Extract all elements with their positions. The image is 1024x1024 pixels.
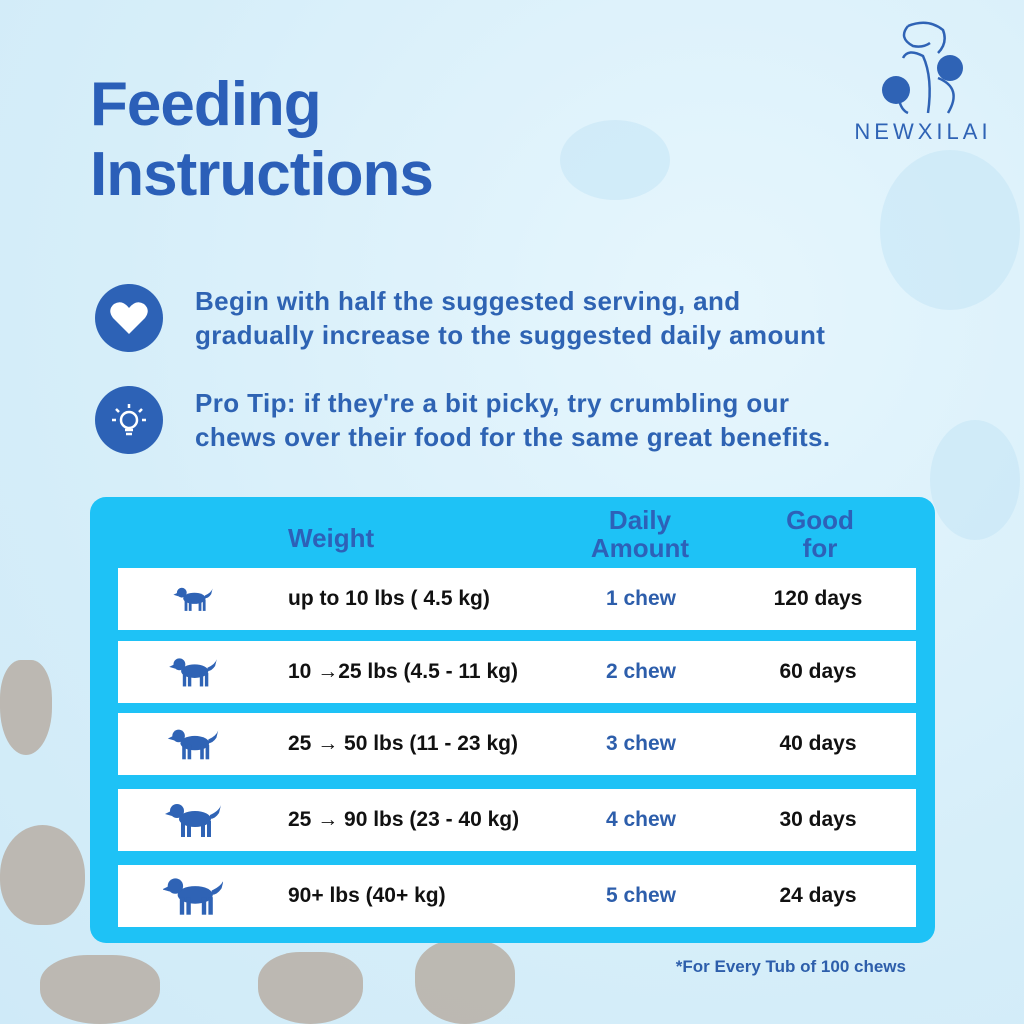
tip-text: chews over their food for the same great benefits. xyxy=(195,422,831,452)
heart-icon xyxy=(95,284,163,352)
feeding-table xyxy=(90,497,935,943)
chihuahua-icon xyxy=(163,647,223,697)
title-line: Instructions xyxy=(90,140,433,209)
tip-item xyxy=(95,386,965,454)
header-line: for xyxy=(802,533,838,563)
weight-cell: 25 → 50 lbs (11 - 23 kg) xyxy=(288,732,518,755)
chew-treat-image xyxy=(0,660,52,755)
dog-cat-logo-icon xyxy=(868,18,978,118)
weight-cell: 10 →25 lbs (4.5 - 11 kg) xyxy=(288,660,518,683)
page-title xyxy=(90,70,433,210)
chew-treat-image xyxy=(258,952,363,1024)
large-dog-icon xyxy=(163,795,223,845)
giant-dog-icon xyxy=(163,871,223,921)
header-daily-amount xyxy=(570,506,710,562)
amount-cell: 1 chew xyxy=(605,587,677,610)
header-good-for xyxy=(745,506,895,562)
header-line: Amount xyxy=(590,533,690,563)
good-for-cell: 60 days xyxy=(779,660,857,683)
amount-cell: 3 chew xyxy=(605,732,677,755)
good-for-cell: 24 days xyxy=(779,884,857,907)
header-weight: Weight xyxy=(288,523,375,553)
header-line: Daily xyxy=(608,505,672,535)
good-for-cell: 120 days xyxy=(773,587,863,610)
amount-cell: 2 chew xyxy=(605,660,677,683)
weight-cell: 25 → 90 lbs (23 - 40 kg) xyxy=(288,808,520,831)
background-paw xyxy=(560,120,670,200)
title-line: Feeding xyxy=(90,70,321,139)
lightbulb-icon xyxy=(95,386,163,454)
brand-logo xyxy=(838,18,1008,145)
tip-text: Begin with half the suggested serving, and xyxy=(195,286,741,316)
table-row xyxy=(118,641,916,703)
chew-treat-image xyxy=(0,825,85,925)
tip-text: gradually increase to the suggested daily amount xyxy=(195,320,826,350)
small-dog-icon xyxy=(163,574,223,624)
weight-cell: up to 10 lbs ( 4.5 kg) xyxy=(288,587,490,610)
header-line: Good xyxy=(786,505,854,535)
amount-cell: 5 chew xyxy=(605,884,677,907)
amount-cell: 4 chew xyxy=(605,808,677,831)
chew-treat-image xyxy=(40,955,160,1024)
logo-text: NEWXILAI xyxy=(854,119,992,144)
medium-dog-icon xyxy=(163,719,223,769)
table-row xyxy=(118,568,916,630)
tip-text: Pro Tip: if they're a bit picky, try crumbling our xyxy=(195,388,790,418)
footnote: *For Every Tub of 100 chews xyxy=(675,957,906,976)
good-for-cell: 40 days xyxy=(779,732,857,755)
tip-item xyxy=(95,284,965,352)
table-row xyxy=(118,713,916,775)
table-row xyxy=(118,865,916,927)
good-for-cell: 30 days xyxy=(779,808,857,831)
weight-cell: 90+ lbs (40+ kg) xyxy=(288,884,446,907)
chew-treat-image xyxy=(415,940,515,1024)
table-row xyxy=(118,789,916,851)
